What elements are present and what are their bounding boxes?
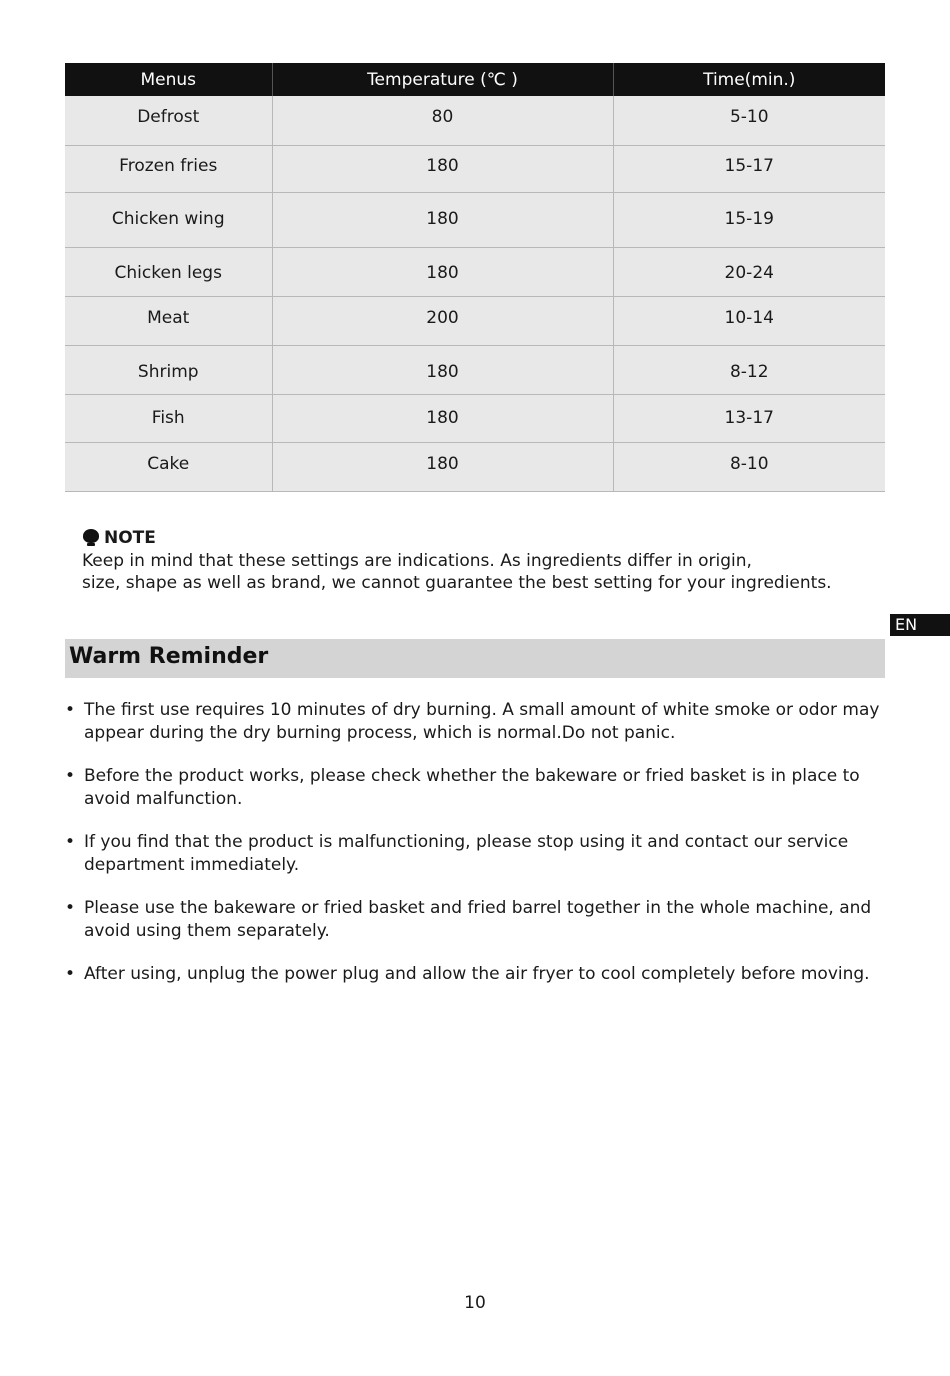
temperature-cell: 180 xyxy=(272,345,613,394)
list-item: • After using, unplug the power plug and allow the air fryer to cool completely before moving. xyxy=(65,963,895,986)
table-header-row xyxy=(65,63,885,96)
lightbulb-icon xyxy=(82,529,100,547)
note-block xyxy=(82,526,902,594)
menu-cell: Shrimp xyxy=(65,345,272,394)
temperature-cell: 180 xyxy=(272,394,613,442)
table-row xyxy=(65,296,885,345)
section-header xyxy=(65,639,885,678)
note-label: NOTE xyxy=(104,528,156,548)
temperature-cell: 80 xyxy=(272,96,613,145)
note-text-line-1: Keep in mind that these settings are indications. As ingredients differ in origin, xyxy=(82,551,752,571)
temperature-cell: 180 xyxy=(272,145,613,192)
section-title: Warm Reminder xyxy=(69,644,269,669)
time-cell: 13-17 xyxy=(613,394,885,442)
table-row xyxy=(65,96,885,145)
menu-cell: Defrost xyxy=(65,96,272,145)
column-header-time: Time(min.) xyxy=(613,63,885,96)
time-cell: 10-14 xyxy=(613,296,885,345)
table-row xyxy=(65,345,885,394)
temperature-cell: 180 xyxy=(272,192,613,247)
language-tab: EN xyxy=(890,614,950,636)
note-heading xyxy=(82,526,902,550)
time-cell: 5-10 xyxy=(613,96,885,145)
temperature-cell: 180 xyxy=(272,442,613,491)
column-header-menus: Menus xyxy=(65,63,272,96)
menu-cell: Frozen fries xyxy=(65,145,272,192)
time-cell: 15-17 xyxy=(613,145,885,192)
menu-cell: Chicken wing xyxy=(65,192,272,247)
table-row xyxy=(65,247,885,296)
time-cell: 8-12 xyxy=(613,345,885,394)
time-cell: 15-19 xyxy=(613,192,885,247)
menu-cell: Cake xyxy=(65,442,272,491)
temperature-cell: 200 xyxy=(272,296,613,345)
menu-cell: Chicken legs xyxy=(65,247,272,296)
table-row xyxy=(65,442,885,491)
menu-cell: Fish xyxy=(65,394,272,442)
menu-cell: Meat xyxy=(65,296,272,345)
table-row xyxy=(65,145,885,192)
list-item: • Please use the bakeware or fried basket and fried barrel together in the whole machine, and avoid using them separately. xyxy=(65,897,895,942)
cooking-settings-table xyxy=(65,63,885,492)
temperature-cell: 180 xyxy=(272,247,613,296)
list-item: • The first use requires 10 minutes of dry burning. A small amount of white smoke or odor may appear during the dry burning process, which is normal.Do not panic. xyxy=(65,699,895,744)
page-number: 10 xyxy=(464,1293,486,1313)
time-cell: 20-24 xyxy=(613,247,885,296)
reminder-list xyxy=(65,699,895,1007)
list-item: • If you find that the product is malfunctioning, please stop using it and contact our service department immediately. xyxy=(65,831,895,876)
table-row xyxy=(65,192,885,247)
column-header-temperature: Temperature (℃ ) xyxy=(272,63,613,96)
time-cell: 8-10 xyxy=(613,442,885,491)
note-text-line-2: size, shape as well as brand, we cannot guarantee the best setting for your ingredients. xyxy=(82,573,832,593)
table-row xyxy=(65,394,885,442)
list-item: • Before the product works, please check whether the bakeware or fried basket is in place to avoid malfunction. xyxy=(65,765,895,810)
